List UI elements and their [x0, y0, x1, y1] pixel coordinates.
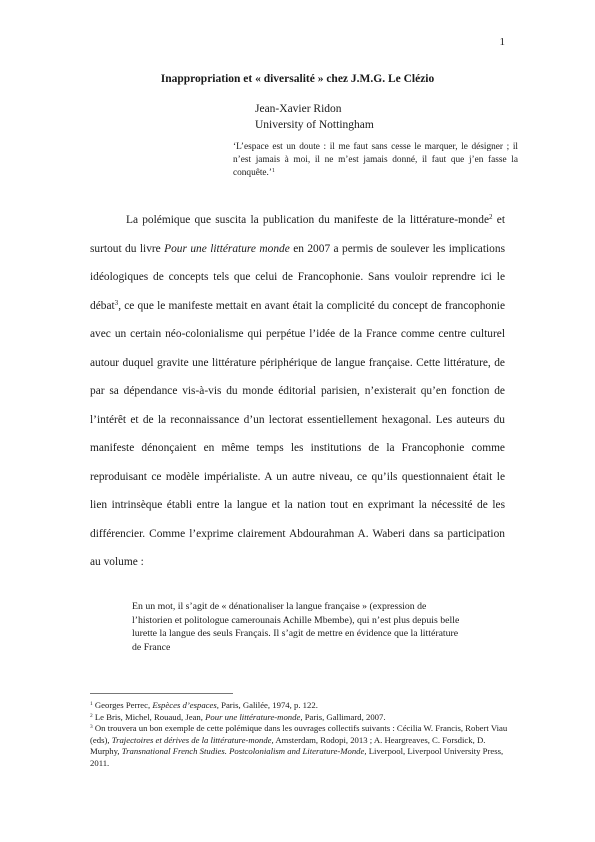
footnote-number-2: 2: [90, 712, 93, 719]
author-affiliation: University of Nottingham: [255, 119, 374, 131]
footnote-1: $^1$ Georges Perrec, Espèces d’espaces, Paris, Galilée, 1974, p. 122.: [90, 700, 318, 710]
footnote-3: $^3$ On trouvera un bon exemple de cette polémique dans les ouvrages collectifs suivants : Cécilia W. Francis, Robert Viau (eds), Trajectoires et dérives de la littérature-monde, Amsterdam, Rodopi, 2013 ; A. Heargreaves, C. Forsdick, D. Murphy, Transnational French Studies. Postcolonialism and Literature-Monde, Liverpool, Liverpool University Press, 2011.: [90, 723, 508, 768]
footnote-ref-2[interactable]: 2: [489, 213, 493, 222]
footnote-number-1: 1: [90, 701, 93, 708]
footnote-ref-1[interactable]: 1: [271, 167, 275, 174]
footnote-2: $^2$ Le Bris, Michel, Rouaud, Jean, Pour une littérature-monde, Paris, Gallimard, 2007.: [90, 711, 386, 722]
epigraph-text: ‘L’espace est un doute : il me faut sans cesse le marquer, le désigner ; il n’est jamais à moi, il ne m’est jamais donné, il faut que j’en fasse la conquête.’: [233, 142, 518, 178]
page-number: 1: [499, 36, 505, 48]
epigraph: [233, 141, 518, 180]
body-text-4: , ce que le manifeste mettait en avant était la complicité du concept de francophonie avec un certain néo-colonialisme qui perpétue l’idée de la France comme centre culturel autour duquel gravite une littérature périphérique de langue française. Cette littérature, de par sa dépendance vis-à-vis du monde éditorial parisien, n’existerait qu’en fonction de l’intérêt et de la reconnaissance d’un lectorat essentiellement hexagonal. Les auteurs du manifeste dénonçaient en même temps les institutions de la Francophonie comme reproduisant ce modèle impérialiste. A un autre niveau, ce qu’ils questionnaient était le lien intrinsèque établi entre la langue et la nation tout en exprimant la nécessité de les différencier. Comme l’exprime clairement Abdourahman A. Waberi dans sa participation au volume :: [90, 299, 505, 568]
footnote-separator: [90, 693, 233, 694]
body-text-3: en 2007 a permis de soulever les implications idéologiques de concepts tels que celui de Francophonie. Sans vouloir reprendre ici le débat: [90, 242, 506, 312]
block-quote: En un mot, il s’agit de « dénationaliser la langue française » (expression de l’historien et politologue camerounais Achille Mbembe), qui n’est plus depuis belle lurette la langue des seuls Français. Il s’agit de mettre en évidence que la littérature de France: [132, 601, 460, 653]
footnote-ref-3[interactable]: 3: [114, 298, 119, 307]
body-paragraph: [90, 206, 505, 577]
body-text-2: et surtout du livre: [90, 214, 505, 255]
author-block: [255, 101, 374, 133]
footnotes: [90, 700, 510, 770]
book-title: Pour une littérature monde: [164, 242, 290, 255]
footnote-number-3: 3: [90, 724, 93, 731]
body-text-1: La polémique que suscita la publication du manifeste de la littérature-monde: [126, 214, 490, 226]
article-title: Inappropriation et « diversalité » chez J.M.G. Le Clézio: [160, 73, 435, 85]
author-name: Jean-Xavier Ridon: [255, 103, 342, 115]
